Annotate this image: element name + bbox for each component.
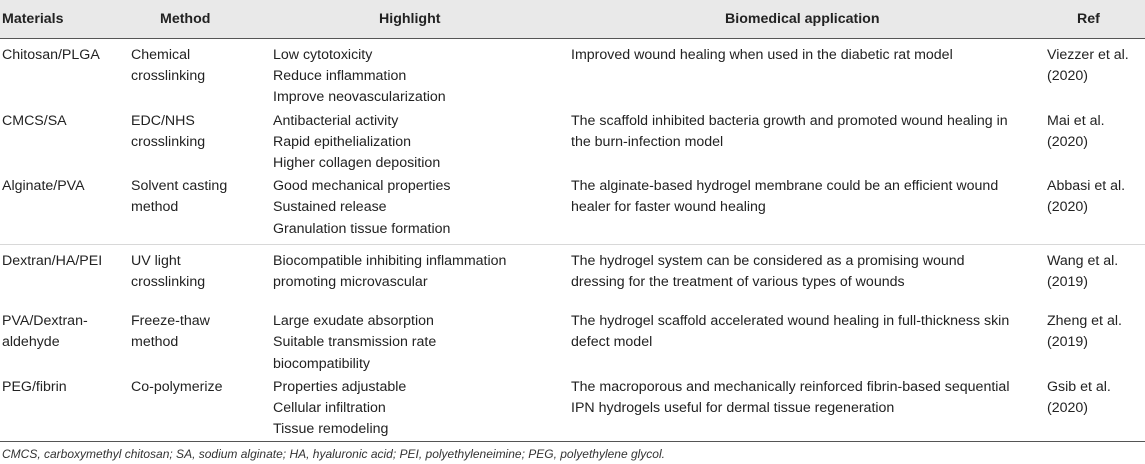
cell-materials bbox=[0, 375, 131, 442]
cell-application bbox=[571, 39, 1047, 109]
table-row bbox=[0, 375, 1145, 442]
cell-method-line: Solvent casting bbox=[131, 178, 228, 195]
cell-application-line: The hydrogel system can be considered as a promising wound bbox=[571, 253, 965, 270]
cell-highlight bbox=[273, 109, 571, 175]
cell-materials-line: Alginate/PVA bbox=[2, 178, 85, 195]
header-materials: Materials bbox=[0, 0, 131, 39]
cell-highlight-line: Properties adjustable bbox=[273, 378, 407, 395]
table-row bbox=[0, 174, 1145, 245]
header-application: Biomedical application bbox=[571, 0, 1047, 39]
cell-method-line: crosslinking bbox=[131, 133, 206, 150]
cell-ref-line: Wang et al. bbox=[1047, 253, 1119, 270]
cell-highlight-line: Improve neovascularization bbox=[273, 89, 446, 106]
cell-method-line: Co-polymerize bbox=[131, 378, 223, 395]
header-highlight: Highlight bbox=[273, 0, 571, 39]
cell-method-line: EDC/NHS bbox=[131, 112, 195, 129]
cell-highlight-line: Low cytotoxicity bbox=[273, 47, 373, 63]
cell-method-line: method bbox=[131, 334, 179, 351]
cell-highlight bbox=[273, 174, 571, 245]
cell-highlight-line: Large exudate absorption bbox=[273, 313, 434, 330]
cell-materials-line: CMCS/SA bbox=[2, 112, 67, 129]
cell-highlight-line: Suitable transmission rate bbox=[273, 334, 437, 351]
cell-application-line: the burn-infection model bbox=[571, 133, 724, 150]
cell-application-line: healer for faster wound healing bbox=[571, 199, 766, 216]
header-method: Method bbox=[131, 0, 273, 39]
cell-method bbox=[131, 174, 273, 245]
cell-highlight-line: Antibacterial activity bbox=[273, 112, 399, 129]
cell-highlight-line: promoting microvascular bbox=[273, 274, 428, 291]
cell-ref bbox=[1047, 39, 1145, 109]
cell-application bbox=[571, 309, 1047, 375]
cell-materials-line: Chitosan/PLGA bbox=[2, 47, 100, 63]
cell-highlight-line: Reduce inflammation bbox=[273, 68, 407, 85]
header-ref: Ref bbox=[1047, 0, 1145, 39]
cell-application-line: Improved wound healing when used in the diabetic rat model bbox=[571, 47, 953, 63]
cell-application-line: The scaffold inhibited bacteria growth and promoted wound healing in bbox=[571, 112, 1008, 129]
cell-highlight-line: Granulation tissue formation bbox=[273, 220, 451, 237]
cell-method bbox=[131, 245, 273, 310]
cell-application-line: The macroporous and mechanically reinforced fibrin-based sequential bbox=[571, 378, 1010, 395]
cell-ref-line: Gsib et al. bbox=[1047, 378, 1111, 395]
cell-ref-line: Mai et al. bbox=[1047, 112, 1105, 129]
cell-highlight-line: Higher collagen deposition bbox=[273, 155, 441, 172]
cell-ref-line: Abbasi et al. bbox=[1047, 178, 1126, 195]
cell-ref bbox=[1047, 375, 1145, 442]
cell-highlight bbox=[273, 375, 571, 442]
table-row bbox=[0, 109, 1145, 175]
cell-materials-line: PEG/fibrin bbox=[2, 378, 67, 395]
cell-ref bbox=[1047, 245, 1145, 310]
cell-materials bbox=[0, 174, 131, 245]
cell-highlight bbox=[273, 245, 571, 310]
header-row bbox=[0, 0, 1145, 39]
cell-ref-line: (2019) bbox=[1047, 334, 1089, 351]
cell-highlight-line: Cellular infiltration bbox=[273, 400, 386, 417]
cell-highlight bbox=[273, 39, 571, 109]
cell-materials bbox=[0, 309, 131, 375]
table-footnote: CMCS, carboxymethyl chitosan; SA, sodium alginate; HA, hyaluronic acid; PEI, polyethyleneimine; PEG, polyethylene glycol. bbox=[2, 447, 665, 461]
cell-highlight-line: biocompatibility bbox=[273, 355, 370, 372]
cell-ref-line: (2020) bbox=[1047, 400, 1089, 417]
cell-materials bbox=[0, 109, 131, 175]
cell-ref-line: Zheng et al. bbox=[1047, 313, 1122, 330]
cell-materials-line: PVA/Dextran- bbox=[2, 313, 88, 330]
cell-ref-line: (2019) bbox=[1047, 274, 1089, 291]
cell-application-line: defect model bbox=[571, 334, 653, 351]
cell-ref-line: Viezzer et al. bbox=[1047, 47, 1129, 63]
cell-ref-line: (2020) bbox=[1047, 199, 1089, 216]
cell-highlight bbox=[273, 309, 571, 375]
cell-method-line: crosslinking bbox=[131, 274, 206, 291]
cell-application-line: The hydrogel scaffold accelerated wound healing in full-thickness skin bbox=[571, 313, 1010, 330]
cell-highlight-line: Rapid epithelialization bbox=[273, 133, 412, 150]
table-row bbox=[0, 245, 1145, 310]
cell-method bbox=[131, 109, 273, 175]
table-row bbox=[0, 39, 1145, 109]
cell-application-line: IPN hydrogels useful for dermal tissue regeneration bbox=[571, 400, 895, 417]
cell-application bbox=[571, 375, 1047, 442]
cell-highlight-line: Biocompatible inhibiting inflammation bbox=[273, 253, 507, 270]
cell-method-line: method bbox=[131, 199, 179, 216]
cell-highlight-line: Good mechanical properties bbox=[273, 178, 451, 195]
cell-materials-line: aldehyde bbox=[2, 334, 60, 351]
cell-highlight-line: Tissue remodeling bbox=[273, 421, 389, 438]
cell-ref-line: (2020) bbox=[1047, 133, 1089, 150]
cell-materials-line: Dextran/HA/PEI bbox=[2, 253, 103, 270]
cell-application-line: The alginate-based hydrogel membrane could be an efficient wound bbox=[571, 178, 999, 195]
cell-application bbox=[571, 174, 1047, 245]
cell-ref bbox=[1047, 309, 1145, 375]
cell-application bbox=[571, 109, 1047, 175]
cell-application bbox=[571, 245, 1047, 310]
cell-ref bbox=[1047, 174, 1145, 245]
cell-application-line: dressing for the treatment of various types of wounds bbox=[571, 274, 905, 291]
cell-method bbox=[131, 375, 273, 442]
cell-ref-line: (2020) bbox=[1047, 68, 1089, 85]
cell-ref bbox=[1047, 109, 1145, 175]
cell-highlight-line: Sustained release bbox=[273, 199, 387, 216]
cell-method bbox=[131, 309, 273, 375]
cell-method-line: UV light bbox=[131, 253, 181, 270]
table-row bbox=[0, 309, 1145, 375]
cell-method bbox=[131, 39, 273, 109]
cell-method-line: crosslinking bbox=[131, 68, 206, 85]
cell-method-line: Chemical bbox=[131, 47, 191, 63]
cell-materials bbox=[0, 39, 131, 109]
cell-materials bbox=[0, 245, 131, 310]
cell-method-line: Freeze-thaw bbox=[131, 313, 210, 330]
